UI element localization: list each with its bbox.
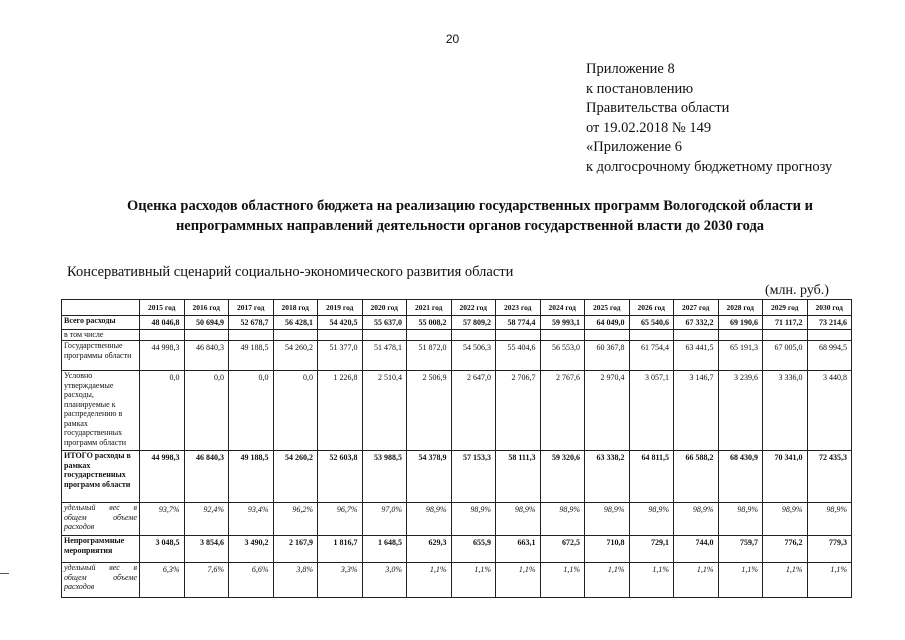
table-row [62,503,852,536]
year-header: 2030 год [807,300,852,316]
row-label: удельный вес в общем объеме расходов [62,503,140,536]
table-cell: 46 840,3 [184,341,229,371]
table-corner-cell [62,300,140,316]
table-cell: 92,4% [184,503,229,536]
table-cell: 1 226,8 [318,371,363,451]
table-cell: 68 430,9 [718,451,763,503]
table-cell: 1,1% [807,563,852,598]
appendix-block [586,60,832,177]
appendix-line: Правительства области [586,100,730,116]
appendix-line: к долгосрочному бюджетному прогнозу [586,158,833,175]
table-cell: 58 774,4 [496,316,541,330]
table-cell [674,330,719,341]
budget-table [61,299,852,598]
table-cell: 2 506,9 [407,371,452,451]
year-header: 2015 год [140,300,185,316]
table-cell: 63 338,2 [585,451,630,503]
row-label: Непрограммные мероприятия [62,536,140,563]
table-cell: 0,0 [140,371,185,451]
table-cell [451,330,496,341]
table-cell: 1,1% [763,563,808,598]
table-cell: 3,0% [362,563,407,598]
table-cell: 3 440,8 [807,371,852,451]
table-cell: 0,0 [273,371,318,451]
row-label: удельный вес в общем объеме расходов [62,563,140,598]
appendix-line: от 19.02.2018 № 149 [586,119,712,136]
table-cell: 98,9% [407,503,452,536]
table-cell [407,330,452,341]
table-cell: 65 540,6 [629,316,674,330]
table-cell: 56 553,0 [540,341,585,371]
row-label: в том числе [62,330,140,341]
year-header: 2019 год [318,300,363,316]
table-cell: 3 057,1 [629,371,674,451]
year-header: 2020 год [362,300,407,316]
table-cell: 69 190,6 [718,316,763,330]
table-cell: 54 260,2 [273,451,318,503]
row-label: Всего расходы [62,316,140,330]
table-cell: 3 048,5 [140,536,185,563]
table-cell: 3 146,7 [674,371,719,451]
table-cell: 1 648,5 [362,536,407,563]
table-cell: 44 998,3 [140,451,185,503]
table-cell: 55 008,2 [407,316,452,330]
table-cell [540,330,585,341]
table-cell: 98,9% [807,503,852,536]
table-cell: 59 993,1 [540,316,585,330]
table-cell [807,330,852,341]
table-cell [229,330,274,341]
table-cell: 1,1% [718,563,763,598]
table-cell: 55 637,0 [362,316,407,330]
table-cell: 672,5 [540,536,585,563]
table-cell [763,330,808,341]
document-title: Оценка расходов областного бюджета на реализацию государственных программ Вологодской области и непрограммных направлений деятельности органов государственной власти до 2030 года [127,198,813,234]
table-cell: 98,9% [674,503,719,536]
table-cell: 57 809,2 [451,316,496,330]
page-number: 20 [445,32,460,46]
table-cell: 98,9% [629,503,674,536]
table-cell: 663,1 [496,536,541,563]
row-label: Условно утверждаемые расходы, планируемые к распределению в рамках государственных программ области [62,371,140,451]
table-cell: 7,6% [184,563,229,598]
table-cell: 0,0 [229,371,274,451]
table-cell: 93,7% [140,503,185,536]
table-cell: 67 332,2 [674,316,719,330]
year-header: 2023 год [496,300,541,316]
table-cell: 71 117,2 [763,316,808,330]
table-cell: 51 478,1 [362,341,407,371]
table-cell: 1,1% [540,563,585,598]
table-cell: 1 816,7 [318,536,363,563]
year-header: 2029 год [763,300,808,316]
table-cell: 2 510,4 [362,371,407,451]
table-cell: 59 320,6 [540,451,585,503]
table-cell: 64 049,0 [585,316,630,330]
table-cell: 44 998,3 [140,341,185,371]
year-header: 2017 год [229,300,274,316]
table-cell: 3 490,2 [229,536,274,563]
table-cell: 49 188,5 [229,341,274,371]
table-cell: 53 988,5 [362,451,407,503]
table-cell: 98,9% [585,503,630,536]
table-cell: 96,7% [318,503,363,536]
table-cell: 655,9 [451,536,496,563]
appendix-line: «Приложение 6 [586,139,682,155]
table-cell: 1,1% [407,563,452,598]
table-cell: 57 153,3 [451,451,496,503]
table-cell: 50 694,9 [184,316,229,330]
table-cell: 58 111,3 [496,451,541,503]
year-header: 2018 год [273,300,318,316]
table-cell: 61 754,4 [629,341,674,371]
table-cell: 98,9% [763,503,808,536]
year-header: 2024 год [540,300,585,316]
table-cell: 2 970,4 [585,371,630,451]
scenario-caption: Консервативный сценарий социально-экономического развития области [67,264,514,280]
table-cell: 98,9% [540,503,585,536]
table-cell: 98,9% [451,503,496,536]
table-cell [318,330,363,341]
table-cell: 710,8 [585,536,630,563]
table-cell: 67 005,0 [763,341,808,371]
table-cell: 2 647,0 [451,371,496,451]
table-cell: 0,0 [184,371,229,451]
table-cell: 54 506,3 [451,341,496,371]
table-cell: 98,9% [718,503,763,536]
table-cell: 1,1% [629,563,674,598]
appendix-line: Приложение 8 [586,61,675,77]
row-label: ИТОГО расходы в рамках государственных программ области [62,451,140,503]
table-row [62,536,852,563]
table-cell: 51 377,0 [318,341,363,371]
table-cell: 64 811,5 [629,451,674,503]
table-cell: 776,2 [763,536,808,563]
appendix-line: к постановлению [586,80,694,97]
table-cell: 63 441,5 [674,341,719,371]
table-cell [184,330,229,341]
table-cell: 729,1 [629,536,674,563]
year-header: 2028 год [718,300,763,316]
table-cell: 60 367,8 [585,341,630,371]
table-cell: 6,3% [140,563,185,598]
table-cell: 3 336,0 [763,371,808,451]
table-cell: 51 872,0 [407,341,452,371]
year-header: 2026 год [629,300,674,316]
table-cell: 3,3% [318,563,363,598]
table-header-row [62,300,852,316]
table-cell: 96,2% [273,503,318,536]
row-label: Государственные программы области [62,341,140,371]
table-cell: 56 428,1 [273,316,318,330]
table-row [62,371,852,451]
table-cell: 55 404,6 [496,341,541,371]
table-cell: 72 435,3 [807,451,852,503]
table-cell [273,330,318,341]
table-cell: 2 706,7 [496,371,541,451]
table-cell [362,330,407,341]
table-cell: 52 603,8 [318,451,363,503]
table-cell: 98,9% [496,503,541,536]
table-cell: 93,4% [229,503,274,536]
year-header: 2025 год [585,300,630,316]
table-cell [140,330,185,341]
table-row [62,563,852,598]
table-cell: 48 046,8 [140,316,185,330]
table-cell [496,330,541,341]
table-cell: 70 341,0 [763,451,808,503]
table-cell: 2 767,6 [540,371,585,451]
margin-mark [0,573,9,574]
table-cell: 52 678,7 [229,316,274,330]
table-cell: 744,0 [674,536,719,563]
table-cell: 6,6% [229,563,274,598]
year-header: 2016 год [184,300,229,316]
table-cell [585,330,630,341]
table-cell: 3,8% [273,563,318,598]
table-cell: 2 167,9 [273,536,318,563]
table-cell: 759,7 [718,536,763,563]
table-cell: 3 239,6 [718,371,763,451]
table-cell: 779,3 [807,536,852,563]
table-row [62,316,852,330]
table-row [62,451,852,503]
table-cell: 66 588,2 [674,451,719,503]
table-cell: 97,0% [362,503,407,536]
table-cell: 54 420,5 [318,316,363,330]
table-cell: 46 840,3 [184,451,229,503]
table-cell: 1,1% [674,563,719,598]
table-cell: 68 994,5 [807,341,852,371]
table-cell: 629,3 [407,536,452,563]
table-cell: 1,1% [451,563,496,598]
table-cell: 1,1% [496,563,541,598]
table-cell: 54 378,9 [407,451,452,503]
table-cell: 49 188,5 [229,451,274,503]
table-row [62,341,852,371]
table-cell: 73 214,6 [807,316,852,330]
table-row [62,330,852,341]
table-cell: 3 854,6 [184,536,229,563]
table-cell: 65 191,3 [718,341,763,371]
table-cell [718,330,763,341]
table-cell: 1,1% [585,563,630,598]
year-header: 2022 год [451,300,496,316]
table-cell [629,330,674,341]
units-label: (млн. руб.) [765,283,829,298]
table-cell: 54 260,2 [273,341,318,371]
year-header: 2027 год [674,300,719,316]
year-header: 2021 год [407,300,452,316]
